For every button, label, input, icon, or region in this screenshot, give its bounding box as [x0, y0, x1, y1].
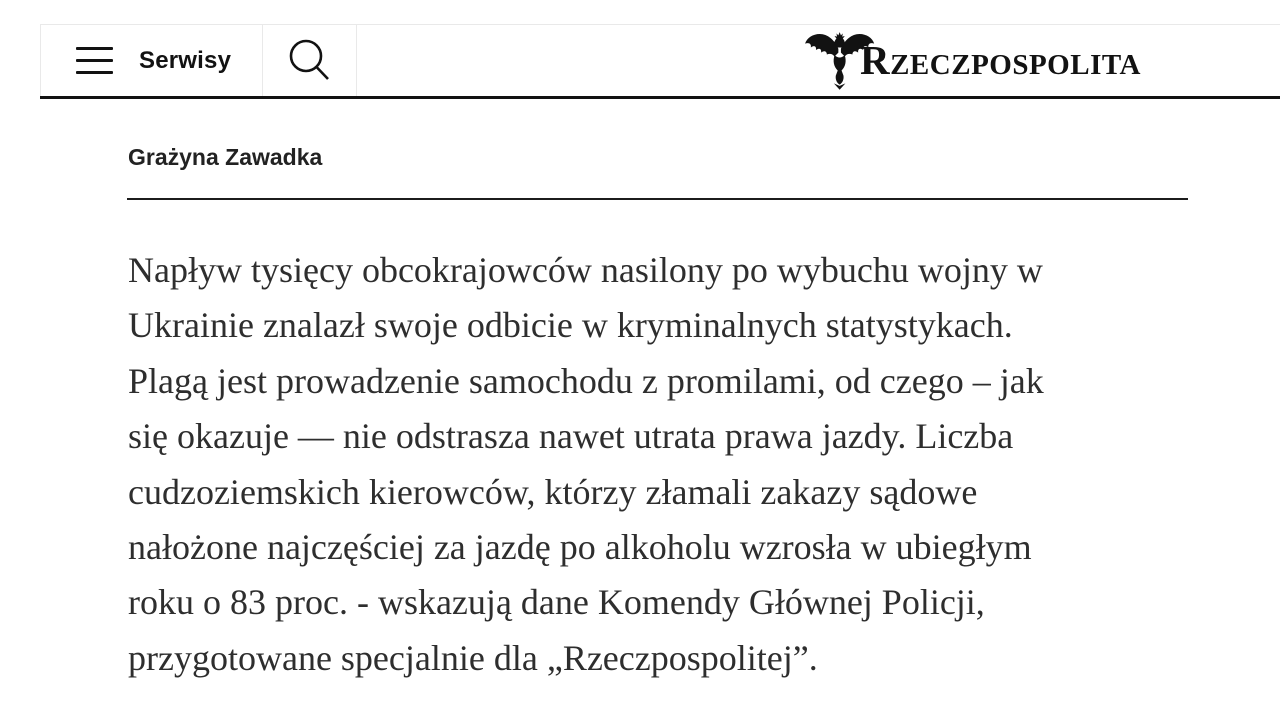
hamburger-menu-icon	[76, 47, 113, 74]
lead-line: się okazuje — nie odstrasza nawet utrata prawa jazdy. Liczba	[128, 416, 1014, 457]
lead-line: cudzoziemskich kierowców, którzy złamali zakazy sądowe	[128, 471, 978, 512]
lead-line: Napływ tysięcy obcokrajowców nasilony po wybuchu wojny w	[128, 250, 1043, 290]
services-menu-button[interactable]	[40, 25, 263, 96]
services-menu-label: Serwisy	[139, 46, 232, 74]
author-byline[interactable]: Grażyna Zawadka	[128, 144, 323, 170]
search-button[interactable]	[263, 25, 357, 96]
search-icon	[285, 36, 335, 86]
article-lead-paragraph	[128, 243, 1198, 686]
lead-line: nałożone najczęściej za jazdę po alkoholu wzrosła w ubiegłym	[128, 527, 1032, 568]
lead-line: roku o 83 proc. - wskazują dane Komendy Głównej Policji,	[128, 582, 985, 623]
byline-divider	[127, 198, 1188, 200]
site-header	[40, 24, 1280, 99]
lead-line: Ukrainie znalazł swoje odbicie w kryminalnych statystykach.	[128, 305, 1013, 346]
brand-logo-link[interactable]	[802, 31, 1141, 91]
header-logo-area	[357, 25, 1280, 96]
lead-line: Plagą jest prowadzenie samochodu z promilami, od czego – jak	[128, 360, 1044, 401]
brand-wordmark: Rzeczpospolita	[859, 37, 1141, 83]
lead-line: przygotowane specjalnie dla „Rzeczpospolitej”.	[128, 637, 818, 678]
